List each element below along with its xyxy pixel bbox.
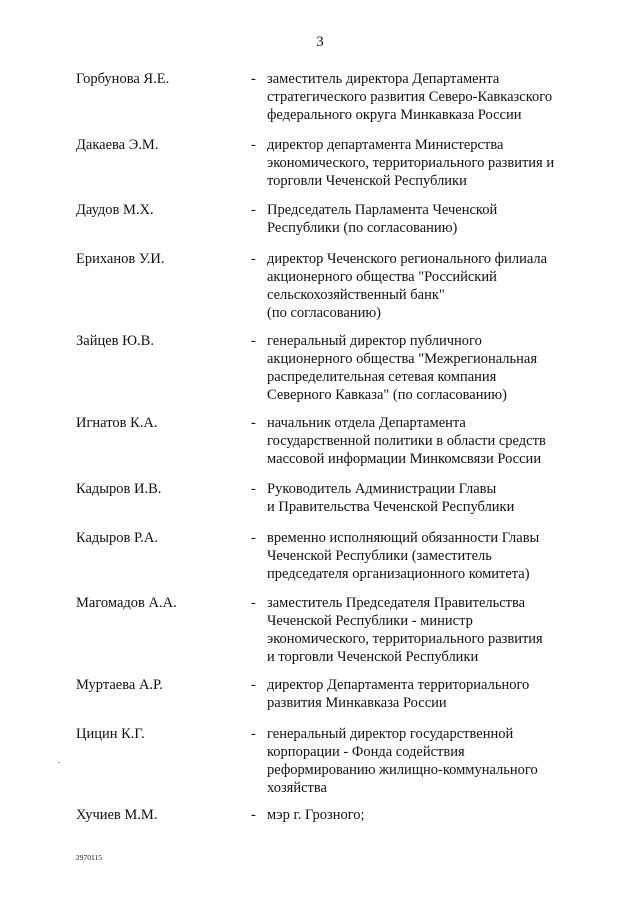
position-line: распределительная сетевая компания [267,369,497,385]
position-line: стратегического развития Северо-Кавказского [267,89,553,105]
position-line: сельскохозяйственный банк" [267,287,445,303]
member-name: Хучиев М.М. [76,807,158,823]
position-line: акционерного общества "Межрегиональная [267,351,537,367]
position-line: массовой информации Минкомсвязи России [267,451,542,467]
member-position [267,136,597,190]
scan-speck [58,762,60,763]
member-position [267,676,597,712]
position-line: генеральный директор публичного [267,333,482,349]
entry-dash: - [251,726,256,742]
position-line: государственной политики в области средств [267,433,546,449]
member-name: Даудов М.Х. [76,202,154,218]
entry-dash: - [251,251,256,267]
position-line: заместитель директора Департамента [267,71,500,87]
member-position [267,70,597,124]
position-line: директор Департамента территориального [267,677,530,693]
position-line: директор департамента Министерства [267,137,504,153]
page-number: 3 [316,34,324,50]
position-line: директор Чеченского регионального филиала [267,251,548,267]
entry-dash: - [251,333,256,349]
member-name: Кадыров И.В. [76,481,162,497]
member-name: Дакаева Э.М. [76,137,159,153]
entry-dash: - [251,677,256,693]
position-line: акционерного общества "Российский [267,269,497,285]
position-line: заместитель Председателя Правительства [267,595,526,611]
entry-dash: - [251,807,256,823]
member-position [267,201,597,237]
member-name: Ериханов У.И. [76,251,165,267]
position-line: генеральный директор государственной [267,726,514,742]
entry-dash: - [251,530,256,546]
member-position [267,480,597,516]
position-line: развития Минкавказа России [267,695,447,711]
member-position [267,414,597,468]
position-line: Республики (по согласованию) [267,220,458,236]
position-line: начальник отдела Департамента [267,415,466,431]
position-line: и Правительства Чеченской Республики [267,499,515,515]
position-line: реформированию жилищно-коммунального [267,762,538,778]
document-code: 2970115 [76,853,102,862]
position-line: Чеченской Республики - министр [267,613,473,629]
position-line: Чеченской Республики (заместитель [267,548,492,564]
entry-dash: - [251,202,256,218]
position-line: Руководитель Администрации Главы [267,481,497,497]
member-name: Горбунова Я.Е. [76,71,170,87]
member-name: Цицин К.Г. [76,726,145,742]
position-line: экономического, территориального развития [267,631,543,647]
position-line: Председатель Парламента Чеченской [267,202,498,218]
member-name: Кадыров Р.А. [76,530,158,546]
position-line: временно исполняющий обязанности Главы [267,530,540,546]
position-line: и торговли Чеченской Республики [267,649,479,665]
member-position [267,725,597,797]
position-line: (по согласованию) [267,305,381,321]
entry-dash: - [251,71,256,87]
entry-dash: - [251,415,256,431]
position-line: председателя организационного комитета) [267,566,530,582]
member-name: Игнатов К.А. [76,415,158,431]
entry-dash: - [251,595,256,611]
position-line: федерального округа Минкавказа России [267,107,522,123]
member-position [267,529,597,583]
position-line: корпорации - Фонда содействия [267,744,465,760]
member-position [267,806,597,824]
member-name: Муртаева А.Р. [76,677,163,693]
position-line: хозяйства [267,780,327,796]
member-position [267,332,597,404]
position-line: мэр г. Грозного; [267,807,365,823]
member-name: Зайцев Ю.В. [76,333,154,349]
member-position [267,250,597,322]
position-line: экономического, территориального развития и [267,155,555,171]
member-name: Магомадов А.А. [76,595,177,611]
member-position [267,594,597,666]
entry-dash: - [251,137,256,153]
position-line: торговли Чеченской Республики [267,173,467,189]
position-line: Северного Кавказа" (по согласованию) [267,387,507,403]
entry-dash: - [251,481,256,497]
